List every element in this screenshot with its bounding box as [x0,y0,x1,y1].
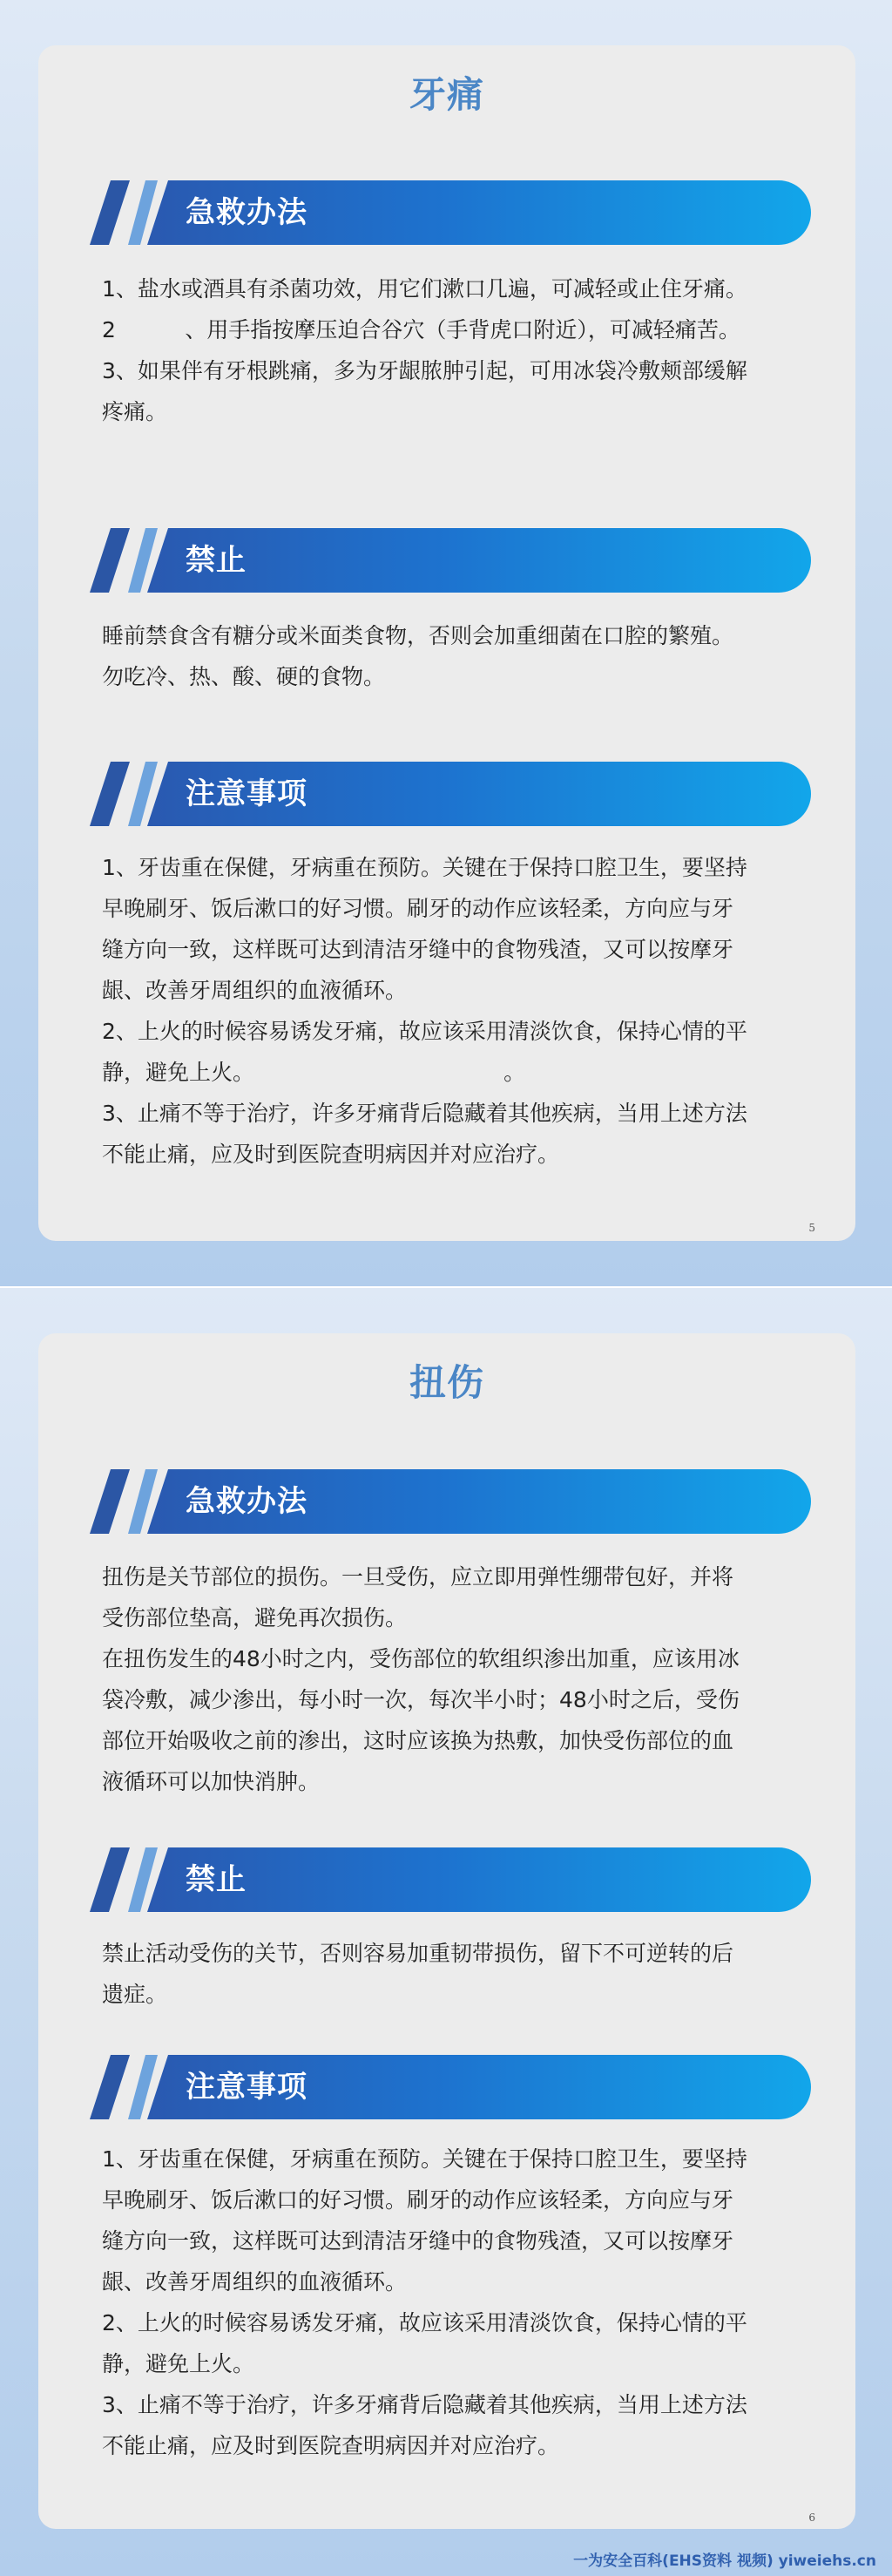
section-text-prohibited [102,615,799,697]
text-line: 2 、用手指按摩压迫合谷穴（手背虎口附近），可减轻痛苦。 [102,317,740,342]
text-line: 受伤部位垫高，避免再次损伤。 [102,1605,408,1630]
content-card [38,1333,855,2529]
text-line: 3、止痛不等于治疗，许多牙痛背后隐藏着其他疾病，当用上述方法 [102,1101,747,1126]
section-banner-notes [90,2055,811,2119]
banner-bar [147,1847,811,1912]
text-line: 不能止痛，应及时到医院查明病因并对应治疗。 [102,1142,560,1167]
section-heading: 禁止 [186,1862,247,1897]
slide-sprain [0,1288,892,2576]
section-text-notes [102,847,799,1175]
section-banner-first-aid [90,180,811,245]
text-line: 2、上火的时候容易诱发牙痛，故应该采用清淡饮食，保持心情的平 [102,1019,747,1044]
text-line: 早晚刷牙、饭后漱口的好习惯。刷牙的动作应该轻柔，方向应与牙 [102,2187,734,2213]
text-line: 2、上火的时候容易诱发牙痛，故应该采用清淡饮食，保持心情的平 [102,2310,747,2335]
text-line: 液循环可以加快消肿。 [102,1769,321,1794]
text-line: 疼痛。 [102,399,168,424]
banner-stripe [90,180,130,245]
text-line: 部位开始吸收之前的渗出，这时应该换为热敷，加快受伤部位的血 [102,1728,734,1753]
text-line: 静，避免上火。 。 [102,1060,526,1085]
text-line: 静，避免上火。 [102,2351,255,2376]
banner-bar [147,528,811,593]
banner-stripe [90,1469,130,1534]
text-line: 缝方向一致，这样既可达到清洁牙缝中的食物残渣，又可以按摩牙 [102,937,734,962]
page-number: 6 [808,2512,815,2524]
text-line: 龈、改善牙周组织的血液循环。 [102,2269,408,2295]
text-line: 3、如果伴有牙根跳痛，多为牙龈脓肿引起，可用冰袋冷敷颊部缓解 [102,358,747,383]
text-line: 勿吃冷、热、酸、硬的食物。 [102,664,386,689]
banner-stripe [90,762,130,826]
text-line: 袋冷敷，减少渗出，每小时一次，每次半小时；48小时之后，受伤 [102,1687,740,1712]
section-heading: 注意事项 [186,2070,307,2105]
section-heading: 急救办法 [186,1484,307,1519]
slide-title: 牙痛 [409,73,484,116]
text-line: 睡前禁食含有糖分或米面类食物，否则会加重细菌在口腔的繁殖。 [102,623,734,648]
text-line: 1、盐水或酒具有杀菌功效，用它们漱口几遍，可减轻或止住牙痛。 [102,276,747,302]
text-line: 早晚刷牙、饭后漱口的好习惯。刷牙的动作应该轻柔，方向应与牙 [102,896,734,921]
text-line: 龈、改善牙周组织的血液循环。 [102,978,408,1003]
banner-stripe [90,2055,130,2119]
text-line: 在扭伤发生的48小时之内，受伤部位的软组织渗出加重，应该用冰 [102,1646,740,1671]
watermark-text: 一为安全百科(EHS资料 视频) yiweiehs.cn [573,2552,876,2570]
section-text-prohibited [102,1933,799,2015]
text-line: 禁止活动受伤的关节，否则容易加重韧带损伤，留下不可逆转的后 [102,1941,734,1966]
section-banner-notes [90,762,811,826]
text-line: 不能止痛，应及时到医院查明病因并对应治疗。 [102,2433,560,2458]
section-banner-prohibited [90,528,811,593]
section-heading: 注意事项 [186,776,307,811]
content-card [38,45,855,1241]
page-number: 5 [808,1222,815,1234]
text-line: 扭伤是关节部位的损伤。一旦受伤，应立即用弹性绷带包好，并将 [102,1564,734,1590]
section-banner-prohibited [90,1847,811,1912]
section-heading: 禁止 [186,543,247,578]
text-line: 3、止痛不等于治疗，许多牙痛背后隐藏着其他疾病，当用上述方法 [102,2392,747,2417]
text-line: 遗症。 [102,1982,168,2007]
banner-stripe [90,1847,130,1912]
section-banner-first-aid [90,1469,811,1534]
section-text-notes [102,2139,799,2466]
section-text-first-aid [102,268,799,432]
text-line: 缝方向一致，这样既可达到清洁牙缝中的食物残渣，又可以按摩牙 [102,2228,734,2254]
section-text-first-aid [102,1556,799,1802]
slide-title: 扭伤 [409,1361,484,1404]
section-heading: 急救办法 [186,195,307,230]
text-line: 1、牙齿重在保健，牙病重在预防。关键在于保持口腔卫生，要坚持 [102,855,747,880]
text-line: 1、牙齿重在保健，牙病重在预防。关键在于保持口腔卫生，要坚持 [102,2146,747,2172]
banner-stripe [90,528,130,593]
